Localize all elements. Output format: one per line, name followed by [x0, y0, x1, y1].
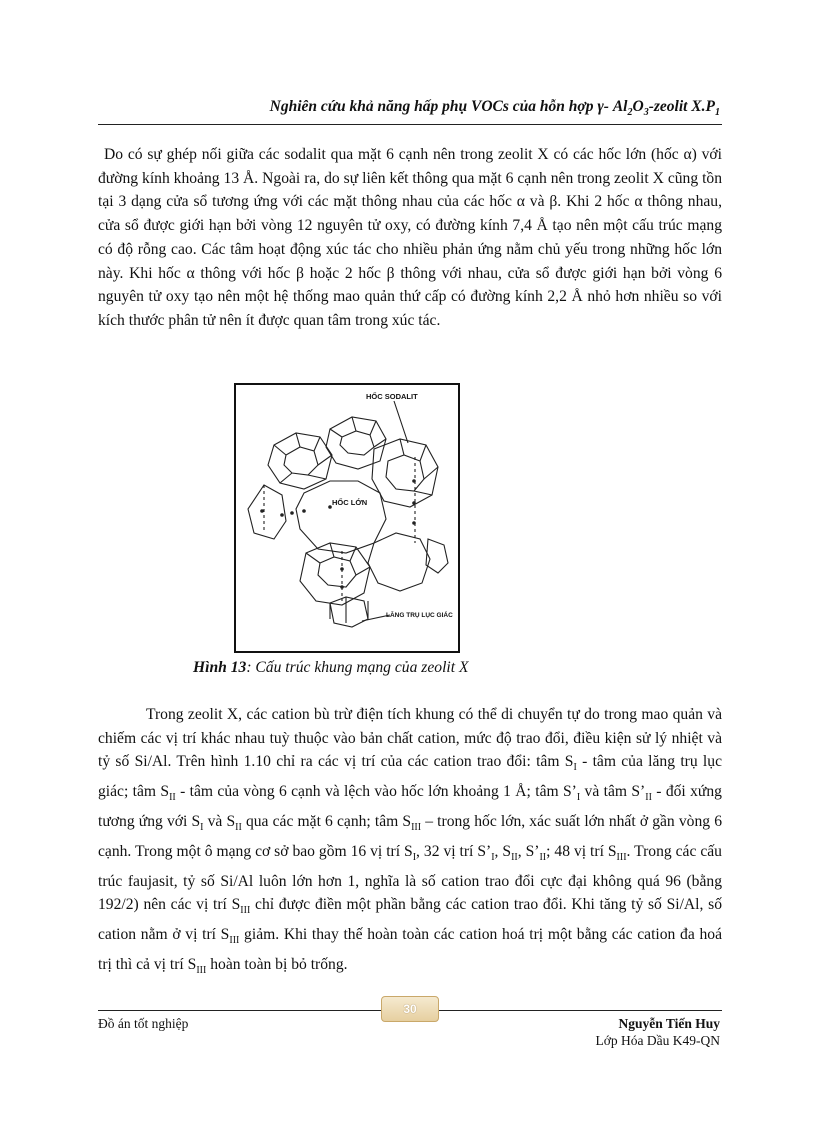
figure-caption: [193, 659, 469, 677]
paragraph-2: Trong zeolit X, các cation bù trừ điện tích khung có thể di chuyển tự do trong mao quản và chiếm các vị trí khác nhau tuỳ thuộc vào bản chất cation, mức độ trao đổi, điều kiện sử lý nhiệt và tỷ số Si/Al. Trên hình 1.10 chỉ ra các vị trí của các cation trao đổi: tâm $S_I$ - tâm của lăng trụ lục giác; tâm $S_{II}$ - tâm của vòng 6 cạnh và lệch vào hốc lớn khoảng 1 Å; tâm $S’_I$ và tâm $S’_{II}$ - đối xứng tương ứng với $S_I$ và $S_{II}$ qua các mặt 6 cạnh; tâm $S_{III}$ – trong hốc lớn, xác suất lớn nhất ở gần vòng 6 cạnh. Trong một ô mạng cơ sở bao gồm 16 vị trí $S_I$, 32 vị trí $S’_I$, $S_{II}$, $S’_{II}$; 48 vị trí $S_{III}$. Trong các cấu trúc faujasit, tỷ số Si/Al luôn lớn hơn 1, nghĩa là số cation trao đổi cực đại không quá 96 (bằng 192/2) nên các vị trí $S_{III}$ chỉ được điền một phần bằng các cation trao đổi. Khi tăng tỷ số Si/Al, số cation nằm ở vị trí $S_{III}$ giảm. Khi thay thế hoàn toàn các cation hoá trị một bằng các cation đa hoá trị thì cả vị trí $S_{III}$ hoàn toàn bị bỏ trống.: [98, 706, 722, 977]
paragraph-1: Do có sự ghép nối giữa các sodalit qua mặt 6 cạnh nên trong zeolit X có các hốc lớn (hốc α) với đường kính khoảng 13 Å. Ngoài ra, do sự liên kết thông qua mặt 6 cạnh nên trong zeolit X cũng tồn tại 3 dạng cửa sổ tương ứng với các mặt thông nhau của các hốc α và β. Khi 2 hốc α thông nhau, cửa sổ được giới hạn bởi vòng 12 nguyên tử oxy, có đường kính 7,4 Å tạo nên một cấu trúc mạng có độ rỗng cao. Các tâm hoạt động xúc tác cho nhiều phản ứng nằm chủ yếu trong những hốc lớn này. Khi hốc α thông với hốc β hoặc 2 hốc β thông với nhau, cửa sổ được giới hạn bởi vòng 6 nguyên tử oxy tạo nên một hệ thống mao quản thứ cấp có đường kính 2,2 Å nhỏ hơn nhiều so với kích thước phân tử nên ít được quan tâm trong xúc tác.: [98, 146, 722, 329]
running-header: Nghiên cứu khả năng hấp phụ VOCs của hỗn hợp γ- $Al_2O_3$-zeolit $X.P_1$: [269, 98, 720, 119]
zeolite-framework-diagram: [234, 383, 460, 653]
label-large-cavity: HỐC LỚN: [332, 498, 368, 507]
page-number-badge: 30: [381, 996, 439, 1022]
zeolite-x-figure: [234, 383, 460, 653]
footer-author: Nguyễn Tiến Huy: [618, 1016, 720, 1031]
label-sodalite-cage: HỐC SODALIT: [366, 392, 418, 401]
caption-text: : Cấu trúc khung mạng của zeolit X: [246, 659, 469, 676]
caption-label: Hình 13: [193, 659, 247, 676]
footer-document-type: Đồ án tốt nghiệp: [98, 1016, 189, 1031]
footer-class: Lớp Hóa Dầu K49-QN: [595, 1033, 720, 1048]
label-hexagonal-prism: LĂNG TRỤ LỤC GIÁC: [386, 612, 453, 619]
header-divider: [98, 124, 722, 125]
